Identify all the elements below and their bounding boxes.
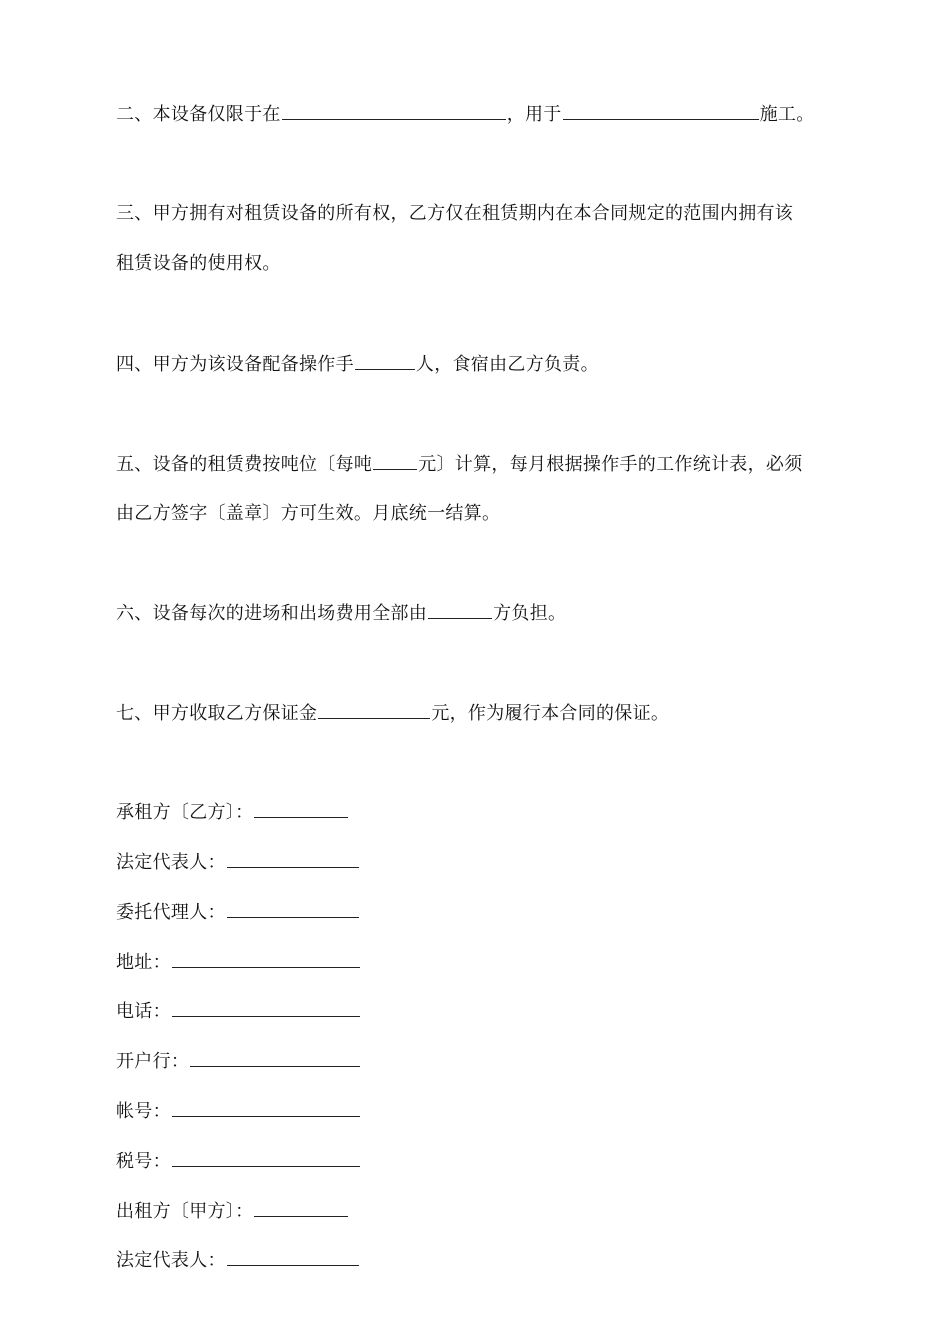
clause-5-line-2: 由乙方签字〔盖章〕方可生效。月底统一结算。 bbox=[116, 503, 501, 524]
clause-7 bbox=[116, 701, 669, 726]
clause-6-text-1: 六、设备每次的进场和出场费用全部由 bbox=[116, 603, 428, 624]
deposit-blank[interactable] bbox=[318, 701, 430, 719]
clause-2 bbox=[116, 102, 815, 127]
lessor-legal-rep-label: 法定代表人： bbox=[116, 1250, 226, 1271]
phone-field[interactable] bbox=[172, 999, 360, 1017]
clause-2-text-3: 施工。 bbox=[759, 104, 815, 125]
operator-count-blank[interactable] bbox=[355, 352, 415, 370]
lessee-row bbox=[116, 800, 349, 825]
lessor-legal-rep-row bbox=[116, 1248, 360, 1273]
account-row bbox=[116, 1099, 361, 1124]
lessor-legal-rep-field[interactable] bbox=[227, 1248, 359, 1266]
clause-7-text-1: 七、甲方收取乙方保证金 bbox=[116, 703, 318, 724]
tax-row bbox=[116, 1149, 361, 1174]
lessee-field[interactable] bbox=[254, 800, 348, 818]
agent-row bbox=[116, 900, 360, 925]
clause-7-text-2: 元，作为履行本合同的保证。 bbox=[431, 703, 670, 724]
legal-rep-label: 法定代表人： bbox=[116, 852, 226, 873]
lessee-label: 承租方〔乙方〕： bbox=[116, 802, 254, 823]
purpose-blank[interactable] bbox=[563, 102, 759, 120]
clause-2-text-2: ，用于 bbox=[506, 104, 562, 125]
lessor-field[interactable] bbox=[254, 1199, 348, 1217]
lessor-row bbox=[116, 1199, 349, 1224]
clause-6-text-2: 方负担。 bbox=[493, 603, 567, 624]
bank-row bbox=[116, 1049, 361, 1074]
lessor-label: 出租方〔甲方〕： bbox=[116, 1201, 254, 1222]
account-label: 帐号： bbox=[116, 1101, 171, 1122]
clause-4-text-2: 人，食宿由乙方负责。 bbox=[415, 354, 599, 375]
agent-label: 委托代理人： bbox=[116, 902, 226, 923]
clause-5-line-1 bbox=[116, 452, 803, 477]
bank-label: 开户行： bbox=[116, 1051, 190, 1072]
transport-party-blank[interactable] bbox=[428, 601, 492, 619]
phone-label: 电话： bbox=[116, 1001, 171, 1022]
phone-row bbox=[116, 999, 361, 1024]
legal-rep-field[interactable] bbox=[227, 850, 359, 868]
address-row bbox=[116, 950, 361, 975]
tax-field[interactable] bbox=[172, 1149, 360, 1167]
clause-4 bbox=[116, 352, 599, 377]
address-field[interactable] bbox=[172, 950, 360, 968]
clause-3-line-1: 三、甲方拥有对租赁设备的所有权，乙方仅在租赁期内在本合同规定的范围内拥有该 bbox=[116, 203, 794, 224]
tax-label: 税号： bbox=[116, 1151, 171, 1172]
clause-6 bbox=[116, 601, 566, 626]
price-per-ton-blank[interactable] bbox=[373, 452, 417, 470]
address-label: 地址： bbox=[116, 952, 171, 973]
account-field[interactable] bbox=[172, 1099, 360, 1117]
clause-2-text-1: 二、本设备仅限于在 bbox=[116, 104, 281, 125]
legal-rep-row bbox=[116, 850, 360, 875]
clause-5-text-2: 元〕计算，每月根据操作手的工作统计表，必须 bbox=[418, 454, 803, 475]
location-blank[interactable] bbox=[282, 102, 506, 120]
bank-field[interactable] bbox=[190, 1049, 360, 1067]
agent-field[interactable] bbox=[227, 900, 359, 918]
clause-3-line-2: 租赁设备的使用权。 bbox=[116, 253, 281, 274]
clause-5-text-1: 五、设备的租赁费按吨位〔每吨 bbox=[116, 454, 373, 475]
clause-4-text-1: 四、甲方为该设备配备操作手 bbox=[116, 354, 354, 375]
